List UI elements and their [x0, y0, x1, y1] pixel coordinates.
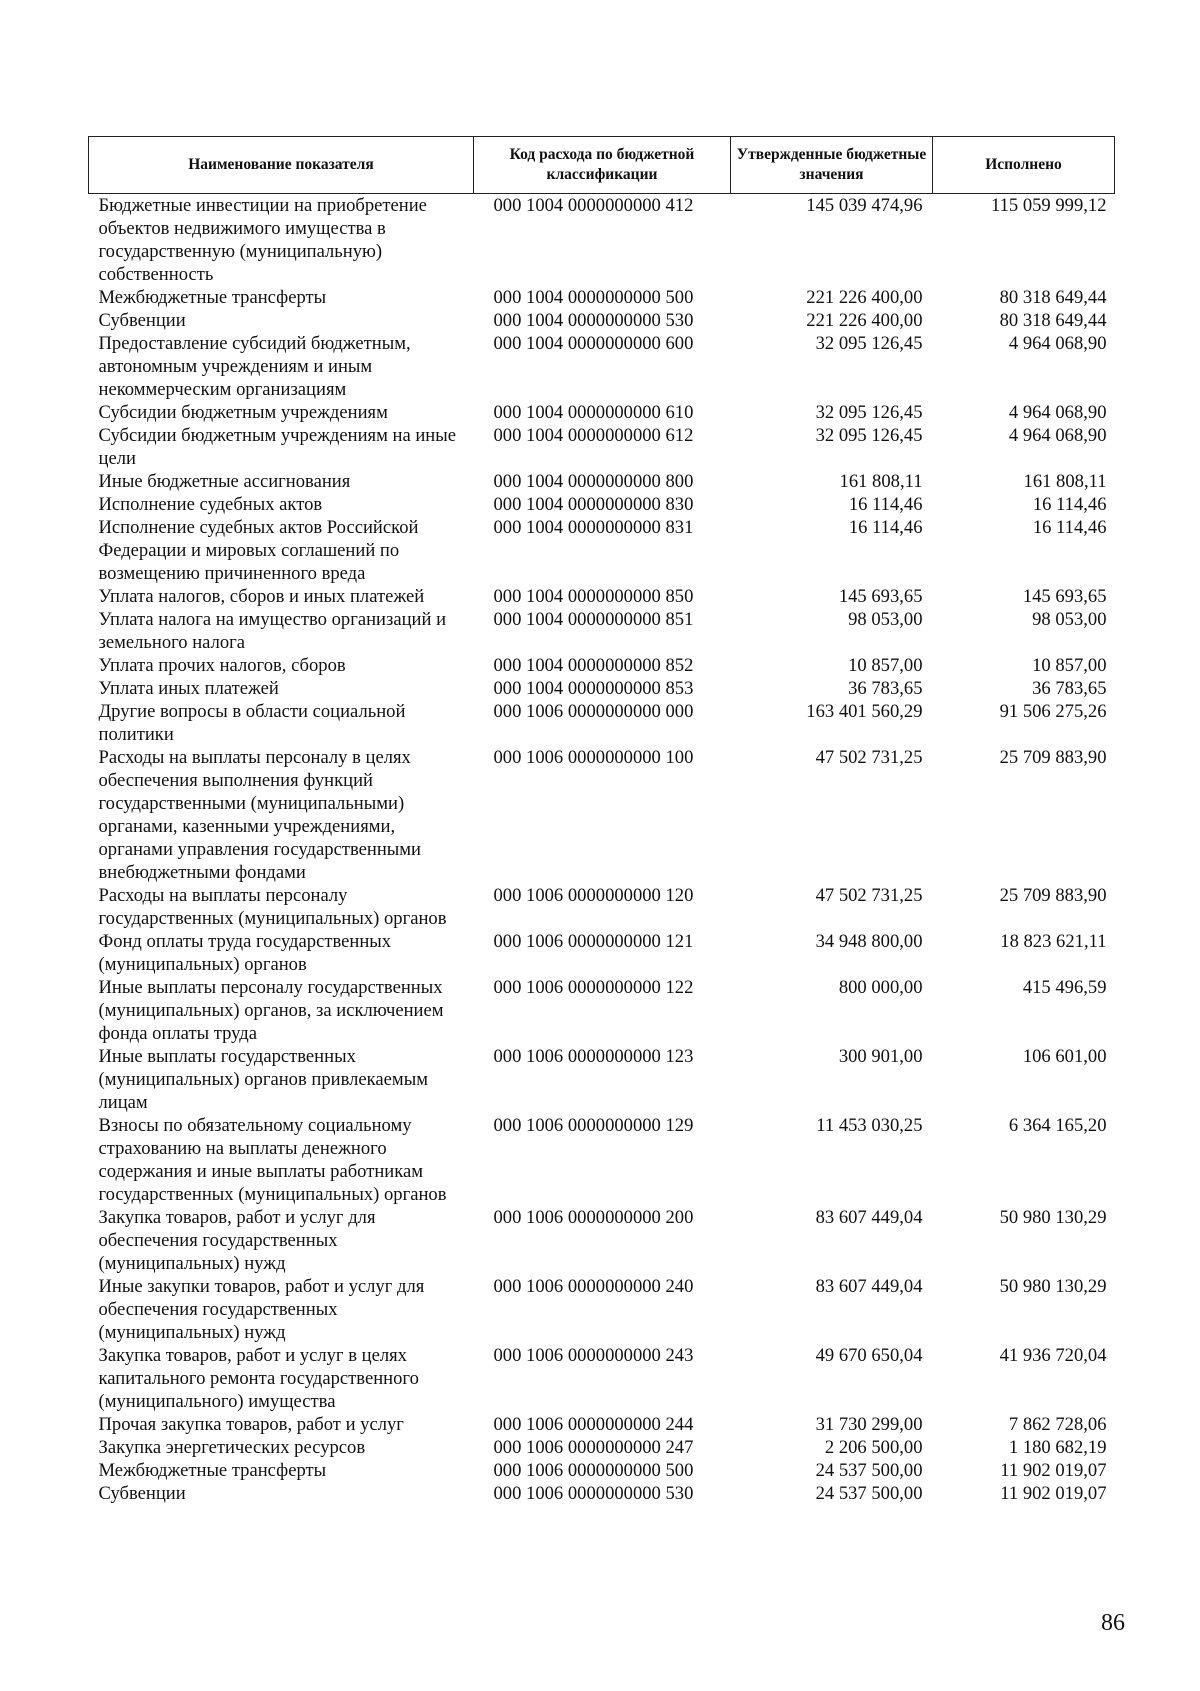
row-code: 000 1006 0000000000 240 — [493, 1276, 694, 1297]
row-done: 25 709 883,90 — [999, 885, 1107, 906]
row-done: 91 506 275,26 — [999, 701, 1107, 722]
row-plan: 24 537 500,00 — [815, 1483, 923, 1504]
table-row — [89, 1436, 1115, 1459]
row-plan: 11 453 030,25 — [816, 1115, 923, 1136]
row-done: 4 964 068,90 — [1008, 425, 1107, 446]
row-done: 16 114,46 — [1032, 517, 1107, 538]
row-code: 000 1006 0000000000 120 — [493, 885, 694, 906]
row-code: 000 1004 0000000000 600 — [493, 333, 694, 354]
table-row — [89, 309, 1115, 332]
header-plan: Утвержденные бюджетные значения — [731, 137, 933, 194]
row-done: 80 318 649,44 — [999, 287, 1107, 308]
row-plan: 47 502 731,25 — [815, 885, 923, 906]
row-done: 145 693,65 — [1022, 586, 1107, 607]
row-code: 000 1004 0000000000 530 — [493, 310, 694, 331]
row-name: Исполнение судебных актов — [98, 494, 323, 515]
row-code: 000 1006 0000000000 243 — [493, 1345, 694, 1366]
row-code: 000 1006 0000000000 129 — [493, 1115, 694, 1136]
row-code: 000 1004 0000000000 851 — [493, 609, 694, 630]
row-name: Расходы на выплаты персоналу государственных (муниципальных) органов — [98, 885, 447, 929]
table-row — [89, 746, 1115, 884]
table-row — [89, 401, 1115, 424]
row-plan: 47 502 731,25 — [815, 747, 923, 768]
row-code: 000 1004 0000000000 852 — [493, 655, 694, 676]
row-done: 41 936 720,04 — [999, 1345, 1107, 1366]
table-row — [89, 1459, 1115, 1482]
row-name: Межбюджетные трансферты — [98, 1460, 327, 1481]
row-plan: 32 095 126,45 — [815, 333, 923, 354]
row-code: 000 1006 0000000000 530 — [493, 1483, 694, 1504]
table-row — [89, 654, 1115, 677]
row-plan: 36 783,65 — [848, 678, 923, 699]
row-name: Иные бюджетные ассигнования — [98, 471, 351, 492]
row-name: Субвенции — [98, 310, 186, 331]
row-plan: 161 808,11 — [839, 471, 923, 492]
row-done: 36 783,65 — [1032, 678, 1107, 699]
row-plan: 83 607 449,04 — [815, 1207, 923, 1228]
row-plan: 300 901,00 — [838, 1046, 923, 1067]
header-name: Наименование показателя — [89, 137, 474, 194]
row-plan: 16 114,46 — [848, 517, 923, 538]
row-code: 000 1006 0000000000 000 — [493, 701, 694, 722]
row-done: 11 902 019,07 — [1000, 1483, 1107, 1504]
row-name: Межбюджетные трансферты — [98, 287, 327, 308]
row-name: Исполнение судебных актов Российской Федерации и мировых соглашений по возмещению причиненного вреда — [98, 517, 419, 584]
row-name: Субсидии бюджетным учреждениям на иные цели — [98, 425, 456, 469]
table-row — [89, 1344, 1115, 1413]
row-done: 115 059 999,12 — [990, 195, 1107, 216]
row-plan: 800 000,00 — [838, 977, 923, 998]
table-row — [89, 930, 1115, 976]
row-plan: 145 693,65 — [838, 586, 923, 607]
row-plan: 221 226 400,00 — [806, 287, 923, 308]
row-plan: 32 095 126,45 — [815, 402, 923, 423]
row-plan: 10 857,00 — [848, 655, 923, 676]
row-plan: 83 607 449,04 — [815, 1276, 923, 1297]
row-code: 000 1004 0000000000 830 — [493, 494, 694, 515]
row-done: 106 601,00 — [1022, 1046, 1107, 1067]
row-name: Субвенции — [98, 1483, 186, 1504]
table-row — [89, 493, 1115, 516]
row-name: Предоставление субсидий бюджетным, автономным учреждениям и иным некоммерческим организациям — [98, 333, 411, 400]
row-plan: 98 053,00 — [848, 609, 923, 630]
row-done: 161 808,11 — [1023, 471, 1107, 492]
row-name: Иные выплаты персоналу государственных (муниципальных) органов, за исключением фонда оплаты труда — [98, 977, 444, 1044]
row-name: Расходы на выплаты персоналу в целях обеспечения выполнения функций государственными (муниципальными) органами, казенными учреждениями, органами управления государственными внебюджетными фондами — [98, 747, 421, 883]
row-done: 10 857,00 — [1032, 655, 1107, 676]
row-done: 80 318 649,44 — [999, 310, 1107, 331]
table-row — [89, 1206, 1115, 1275]
row-name: Уплата прочих налогов, сборов — [98, 655, 346, 676]
row-done: 415 496,59 — [1022, 977, 1107, 998]
row-code: 000 1004 0000000000 831 — [493, 517, 694, 538]
row-plan: 163 401 560,29 — [806, 701, 923, 722]
header-code: Код расхода по бюджетной классификации — [474, 137, 731, 194]
row-name: Фонд оплаты труда государственных (муниципальных) органов — [98, 931, 392, 975]
row-plan: 34 948 800,00 — [815, 931, 923, 952]
row-done: 7 862 728,06 — [1008, 1414, 1107, 1435]
table-row — [89, 700, 1115, 746]
row-name: Другие вопросы в области социальной политики — [98, 701, 406, 745]
table-row — [89, 608, 1115, 654]
row-name: Иные закупки товаров, работ и услуг для обеспечения государственных (муниципальных) нужд — [98, 1276, 425, 1343]
table-row — [89, 585, 1115, 608]
row-plan: 31 730 299,00 — [815, 1414, 923, 1435]
row-name: Субсидии бюджетным учреждениям — [98, 402, 388, 423]
row-plan: 2 206 500,00 — [824, 1437, 923, 1458]
table-row — [89, 470, 1115, 493]
table-row — [89, 884, 1115, 930]
table-row — [89, 976, 1115, 1045]
row-plan: 145 039 474,96 — [806, 195, 923, 216]
table-row — [89, 1114, 1115, 1206]
row-done: 18 823 621,11 — [1000, 931, 1107, 952]
table-row — [89, 1482, 1115, 1505]
row-code: 000 1004 0000000000 850 — [493, 586, 694, 607]
row-plan: 16 114,46 — [848, 494, 923, 515]
row-code: 000 1006 0000000000 200 — [493, 1207, 694, 1228]
row-done: 6 364 165,20 — [1008, 1115, 1107, 1136]
row-name: Закупка энергетических ресурсов — [98, 1437, 366, 1458]
row-code: 000 1006 0000000000 500 — [493, 1460, 694, 1481]
table-header — [89, 137, 1115, 194]
row-code: 000 1006 0000000000 122 — [493, 977, 694, 998]
table-row — [89, 516, 1115, 585]
row-done: 1 180 682,19 — [1008, 1437, 1107, 1458]
table-row — [89, 332, 1115, 401]
row-plan: 49 670 650,04 — [815, 1345, 923, 1366]
row-plan: 221 226 400,00 — [806, 310, 923, 331]
row-name: Закупка товаров, работ и услуг в целях капитального ремонта государственного (муниципального) имущества — [98, 1345, 419, 1412]
row-code: 000 1004 0000000000 610 — [493, 402, 694, 423]
page-number: 86 — [1101, 1610, 1125, 1636]
header-done: Исполнено — [933, 137, 1115, 194]
row-name: Взносы по обязательному социальному страхованию на выплаты денежного содержания и иные выплаты работникам государственных (муниципальных) органов — [98, 1115, 447, 1205]
budget-table — [88, 136, 1115, 1505]
row-done: 50 980 130,29 — [999, 1276, 1107, 1297]
row-done: 4 964 068,90 — [1008, 333, 1107, 354]
row-name: Уплата налога на имущество организаций и земельного налога — [98, 609, 447, 653]
table-row — [89, 1275, 1115, 1344]
row-code: 000 1004 0000000000 800 — [493, 471, 694, 492]
table-row — [89, 286, 1115, 309]
table-row — [89, 194, 1115, 287]
row-done: 16 114,46 — [1032, 494, 1107, 515]
row-code: 000 1006 0000000000 121 — [493, 931, 694, 952]
row-done: 11 902 019,07 — [1000, 1460, 1107, 1481]
row-name: Бюджетные инвестиции на приобретение объектов недвижимого имущества в государственную (муниципальную) собственность — [98, 195, 427, 285]
table-row — [89, 1045, 1115, 1114]
row-code: 000 1004 0000000000 853 — [493, 678, 694, 699]
table-row — [89, 677, 1115, 700]
table-body — [89, 194, 1115, 1506]
row-name: Иные выплаты государственных (муниципальных) органов привлекаемым лицам — [98, 1046, 428, 1113]
row-done: 4 964 068,90 — [1008, 402, 1107, 423]
row-code: 000 1006 0000000000 123 — [493, 1046, 694, 1067]
row-done: 98 053,00 — [1032, 609, 1107, 630]
row-name: Уплата налогов, сборов и иных платежей — [98, 586, 425, 607]
row-plan: 24 537 500,00 — [815, 1460, 923, 1481]
table-row — [89, 1413, 1115, 1436]
row-done: 25 709 883,90 — [999, 747, 1107, 768]
row-done: 50 980 130,29 — [999, 1207, 1107, 1228]
row-plan: 32 095 126,45 — [815, 425, 923, 446]
row-name: Уплата иных платежей — [98, 678, 279, 699]
row-code: 000 1004 0000000000 412 — [493, 195, 694, 216]
row-code: 000 1004 0000000000 500 — [493, 287, 694, 308]
table-row — [89, 424, 1115, 470]
row-code: 000 1006 0000000000 100 — [493, 747, 694, 768]
row-name: Прочая закупка товаров, работ и услуг — [98, 1414, 404, 1435]
row-code: 000 1006 0000000000 247 — [493, 1437, 694, 1458]
row-name: Закупка товаров, работ и услуг для обеспечения государственных (муниципальных) нужд — [98, 1207, 376, 1274]
row-code: 000 1004 0000000000 612 — [493, 425, 694, 446]
row-code: 000 1006 0000000000 244 — [493, 1414, 694, 1435]
